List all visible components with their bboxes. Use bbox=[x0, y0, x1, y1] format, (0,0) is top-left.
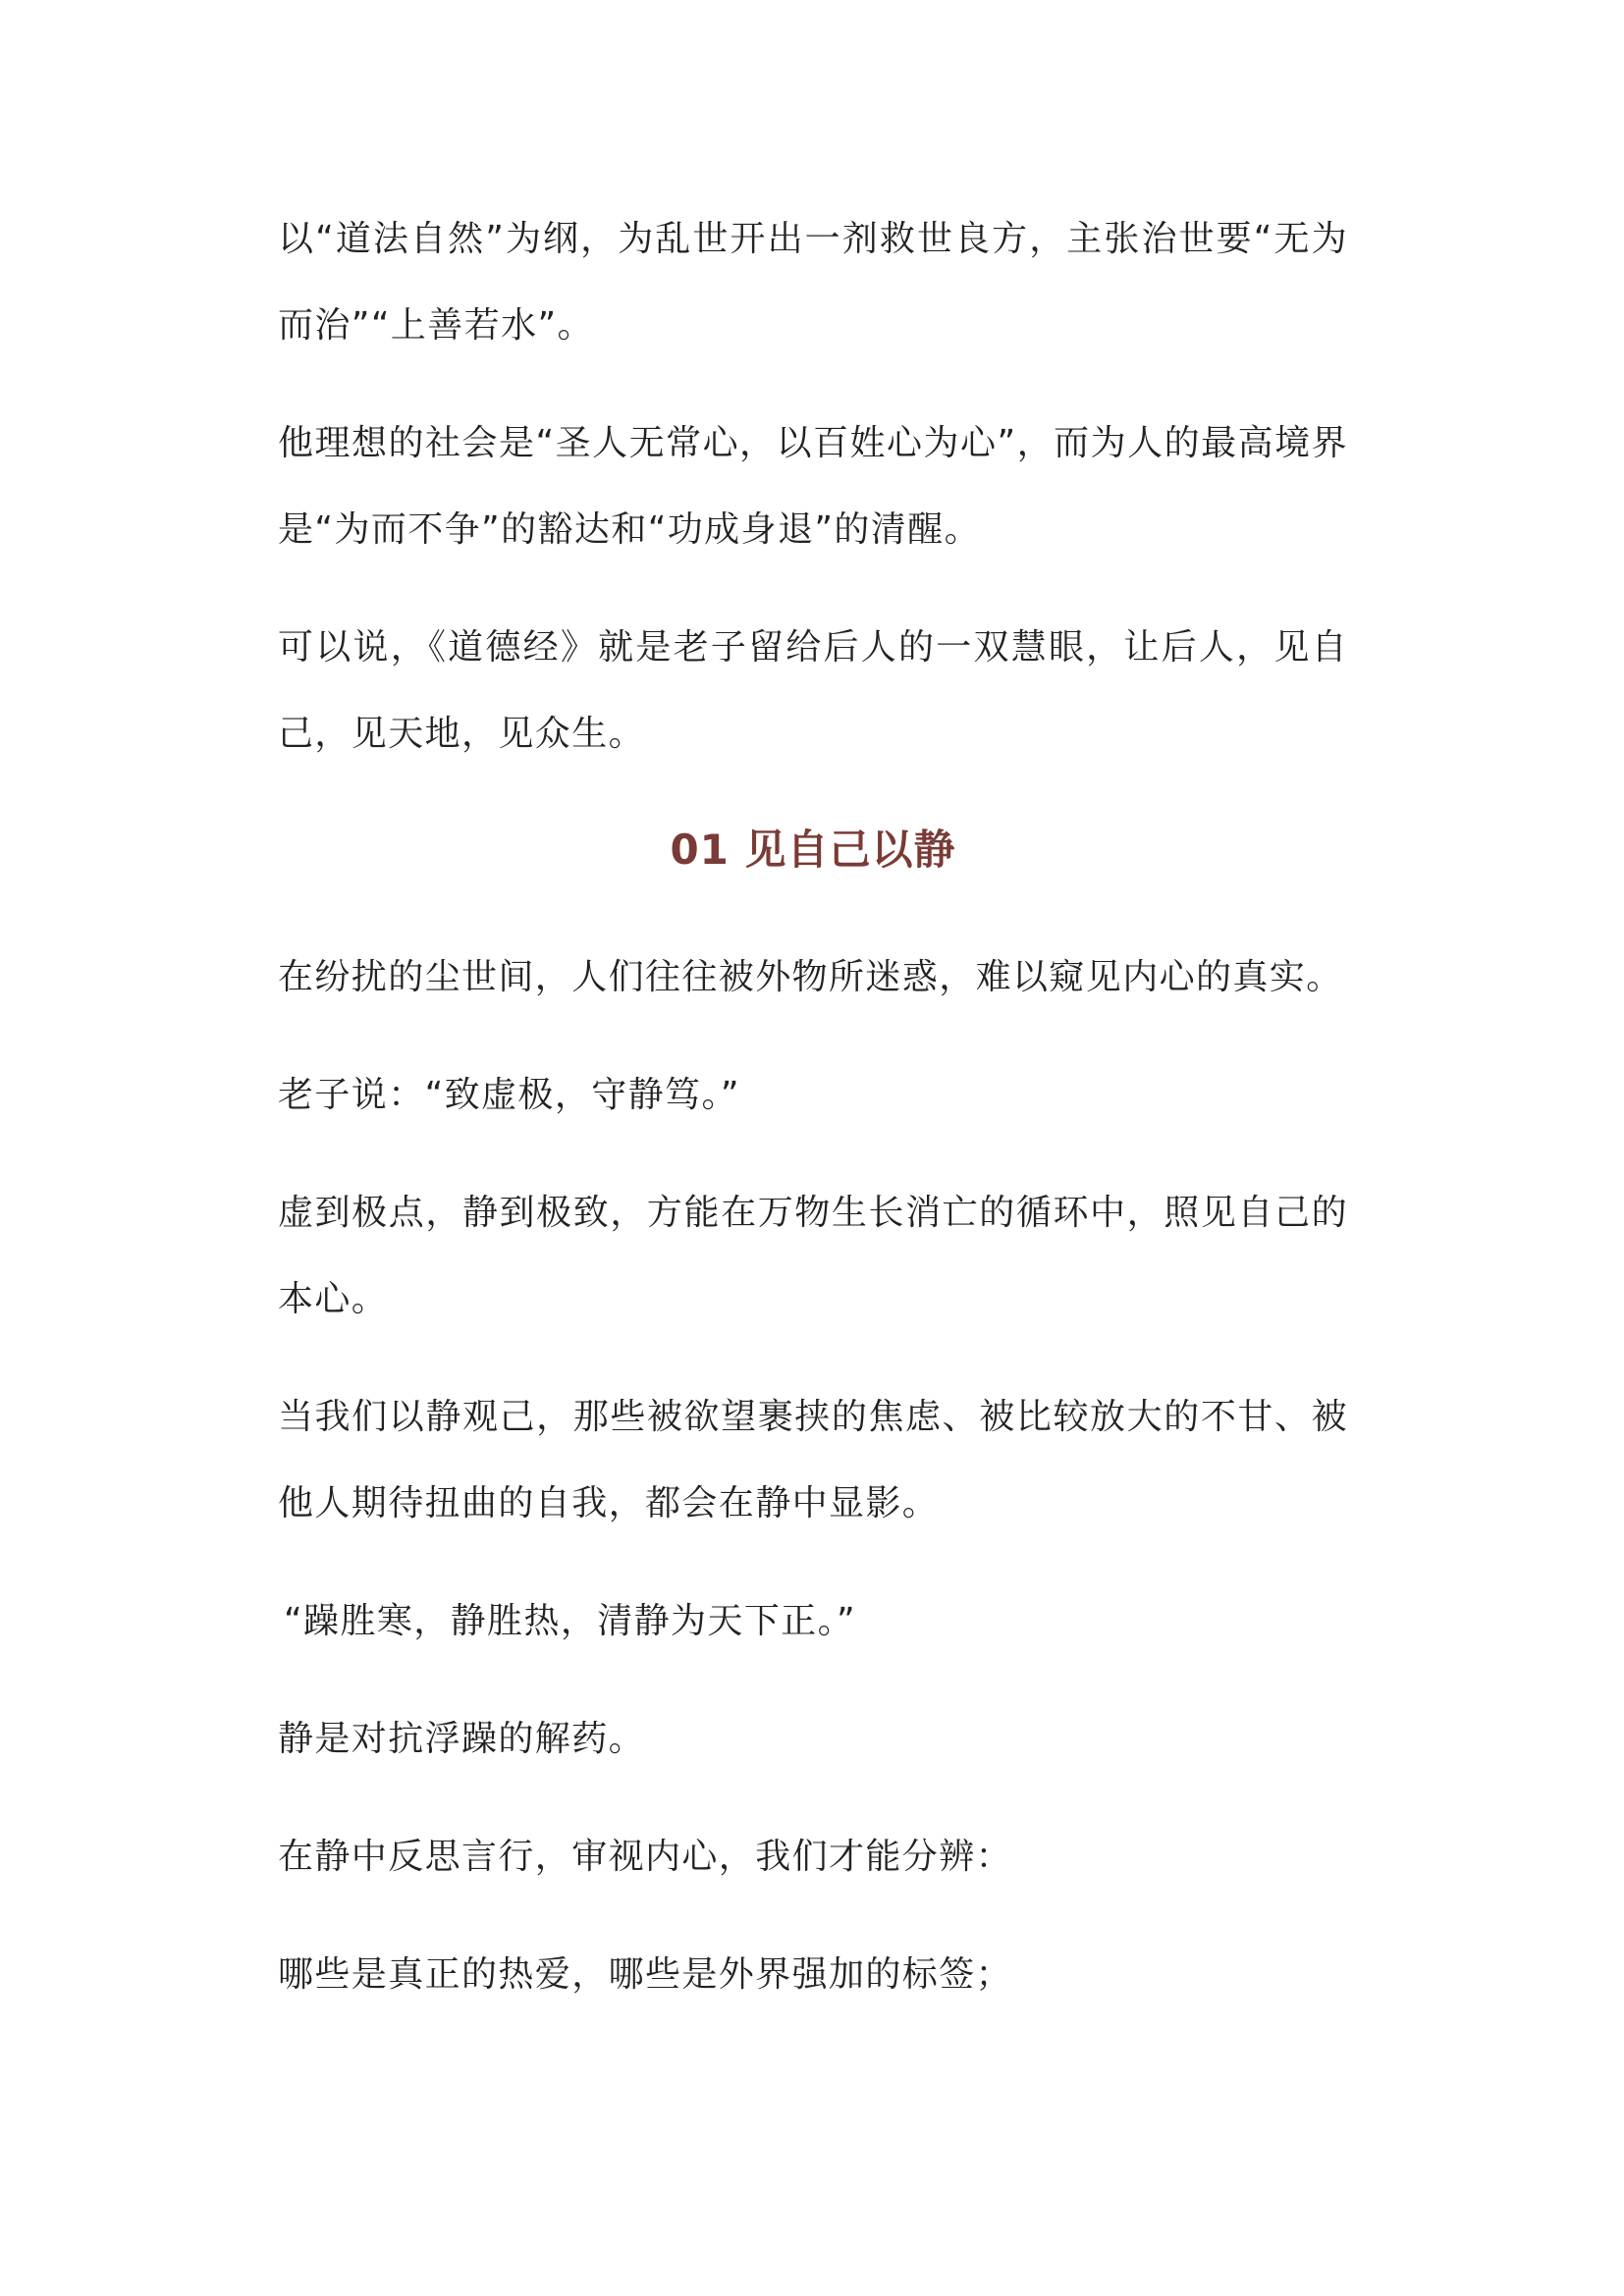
document-page bbox=[278, 196, 1348, 2050]
section-paragraph-2: 老子说：“致虚极，守静笃。” bbox=[278, 1075, 740, 1115]
section-heading: 01 见自己以静 bbox=[670, 826, 956, 874]
intro-paragraph-1: 以“道法自然”为纲，为乱世开出一剂救世良方，主张治世要“无为而治”“上善若水”。 bbox=[278, 219, 1348, 346]
section-quote-paragraph: “躁胜寒，静胜热，清静为天下正。” bbox=[284, 1601, 857, 1641]
intro-paragraph-2: 他理想的社会是“圣人无常心，以百姓心为心”，而为人的最高境界是“为而不争”的豁达和“功成身退”的清醒。 bbox=[278, 423, 1348, 550]
section-paragraph-3: 虚到极点，静到极致，方能在万物生长消亡的循环中，照见自己的本心。 bbox=[278, 1193, 1348, 1319]
intro-paragraph-3: 可以说，《道德经》就是老子留给后人的一双慧眼，让后人，见自己，见天地，见众生。 bbox=[278, 627, 1348, 754]
section-paragraph-8: 哪些是真正的热爱，哪些是外界强加的标签； bbox=[278, 1954, 1013, 1995]
section-paragraph-6: 静是对抗浮躁的解药。 bbox=[278, 1719, 646, 1759]
section-paragraph-1: 在纷扰的尘世间，人们往往被外物所迷惑，难以窥见内心的真实。 bbox=[278, 957, 1343, 997]
section-paragraph-4: 当我们以静观己，那些被欲望裹挟的焦虑、被比较放大的不甘、被他人期待扭曲的自我，都会在静中显影。 bbox=[278, 1397, 1348, 1523]
section-paragraph-7: 在静中反思言行，审视内心，我们才能分辨： bbox=[278, 1837, 1013, 1877]
